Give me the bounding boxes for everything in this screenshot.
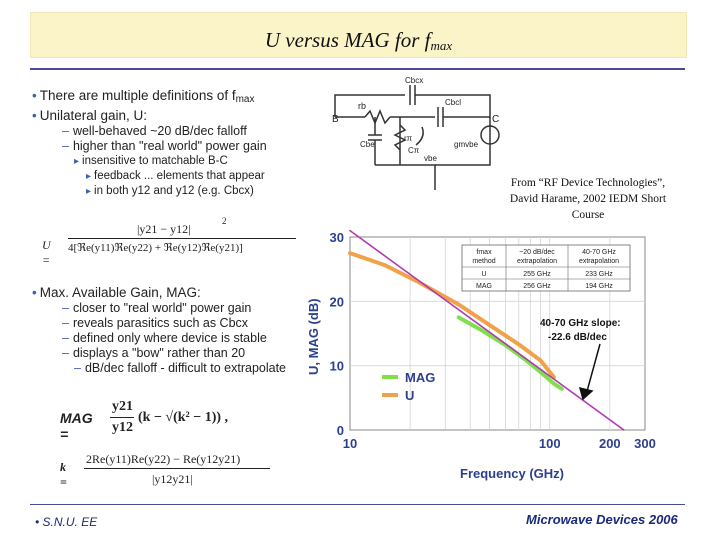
- x-tick-label: 300: [634, 436, 656, 451]
- table-cell: 255 GHz: [523, 271, 551, 278]
- x-tick-label: 100: [538, 436, 561, 451]
- mag-frac-num: y21: [112, 399, 133, 414]
- mag-rest: (k − √(k² − 1)) ,: [138, 410, 229, 425]
- sub-sub-bullet-2: ▸ feedback ... elements that appear: [86, 169, 302, 184]
- label-cbcx: Cbcx: [405, 76, 424, 85]
- label-cpi: Cπ: [408, 146, 420, 155]
- table-header: method: [472, 258, 496, 265]
- k-fraction-line: [84, 468, 270, 469]
- circuit-diagram: [320, 75, 500, 200]
- y-axis-label: U, MAG (dB): [306, 298, 321, 375]
- bullet-unilateral: • Unilateral gain, U:: [32, 108, 302, 124]
- chart-legend: [382, 370, 435, 403]
- y-tick-label: 30: [329, 230, 344, 245]
- label-cbcl: Cbcl: [445, 98, 462, 107]
- label-gm: gmvbe: [454, 140, 479, 149]
- mag-item-1: – closer to "real world" power gain: [62, 301, 302, 316]
- label-b: B: [332, 114, 339, 125]
- label-vbe: vbe: [424, 154, 437, 163]
- mag-lhs: MAG =: [60, 410, 93, 442]
- x-tick-label: 10: [342, 436, 358, 451]
- annotation-arrow: [580, 344, 600, 399]
- bullet-list: [32, 88, 302, 199]
- x-tick-label: 200: [598, 436, 621, 451]
- table-header: ~20 dB/dec: [519, 249, 555, 256]
- source-line-2: David Harame, 2002 IEDM Short: [509, 193, 667, 205]
- y-tick-label: 0: [336, 423, 344, 438]
- label-rpi: rπ: [404, 134, 413, 143]
- annotation-line-1: 40-70 GHz slope:: [540, 318, 621, 329]
- mag-item-5: – dB/dec falloff - difficult to extrapolate: [74, 361, 302, 376]
- u-mag-chart: [300, 225, 700, 490]
- legend-label-u: U: [405, 388, 415, 403]
- footer-right: Microwave Devices 2006: [526, 512, 678, 527]
- y-tick-label: 10: [329, 358, 344, 374]
- y-tick-label: 20: [329, 294, 344, 310]
- table-header: extrapolation: [516, 258, 558, 265]
- u-denominator: 4[ℜe(y11)ℜe(y22) + ℜe(y12)ℜe(y21)]: [68, 242, 243, 254]
- mag-item-4: – displays a "bow" rather than 20: [62, 346, 302, 361]
- k-denominator: |y12y21|: [152, 472, 193, 486]
- label-c: C: [492, 114, 500, 125]
- bullet-sub: max: [235, 94, 255, 105]
- title-sub: max: [430, 38, 453, 53]
- sub-sub-bullet-3: ▸ in both y12 and y12 (e.g. Cbcx): [86, 184, 302, 199]
- u-exponent: 2: [222, 216, 227, 226]
- bullet-text: There are multiple definitions of f: [39, 88, 236, 103]
- u-lhs: U =: [42, 238, 51, 267]
- sub-bullet-1: – well-behaved ~20 dB/dec falloff: [62, 124, 302, 139]
- x-axis-label: Frequency (GHz): [460, 466, 565, 481]
- mag-fraction-line: [110, 417, 134, 418]
- bottom-rule: [30, 504, 685, 505]
- u-numerator: |y21 − y12|: [137, 222, 191, 236]
- bullet-mag: • Max. Available Gain, MAG:: [32, 285, 302, 301]
- slide-title: [31, 28, 686, 54]
- title-bar: [30, 12, 687, 58]
- table-cell: 233 GHz: [585, 271, 613, 278]
- table-header: 40-70 GHz: [582, 249, 616, 256]
- footer-left-text: S.N.U. EE: [42, 515, 98, 529]
- table-cell: 194 GHz: [585, 283, 613, 290]
- mag-item-3: – defined only where device is stable: [62, 331, 302, 346]
- legend-label-mag: MAG: [405, 370, 436, 385]
- mag-frac-den: y12: [112, 420, 133, 435]
- label-rb: rb: [358, 101, 367, 111]
- bullet-definitions: [32, 88, 302, 108]
- sub-sub-bullet-1: ▸ insensitive to matchable B-C: [74, 154, 302, 169]
- table-cell: 256 GHz: [523, 283, 551, 290]
- title-rule: [30, 68, 685, 70]
- k-numerator: 2Re(y11)Re(y22) − Re(y12y21): [86, 452, 241, 466]
- source-line-1: From “RF Device Technologies”,: [510, 177, 666, 189]
- fmax-table: [462, 245, 630, 291]
- table-header: extrapolation: [578, 258, 620, 265]
- annotation-line-2: -22.6 dB/dec: [548, 332, 607, 343]
- k-lhs: k =: [60, 460, 67, 489]
- table-cell: U: [481, 271, 487, 278]
- title-main: U versus MAG for f: [264, 28, 431, 52]
- sub-bullet-2: – higher than "real world" power gain: [62, 139, 302, 154]
- source-citation: [478, 175, 698, 223]
- label-cbe: Cbe: [360, 140, 375, 149]
- footer-left: • S.N.U. EE: [35, 515, 98, 529]
- bullet-list-mag: [32, 285, 302, 376]
- mag-item-2: – reveals parasitics such as Cbcx: [62, 316, 302, 331]
- u-fraction-line: [68, 238, 296, 239]
- table-cell: MAG: [476, 283, 492, 290]
- source-line-3: Course: [571, 209, 605, 221]
- table-header: fmax: [476, 249, 492, 256]
